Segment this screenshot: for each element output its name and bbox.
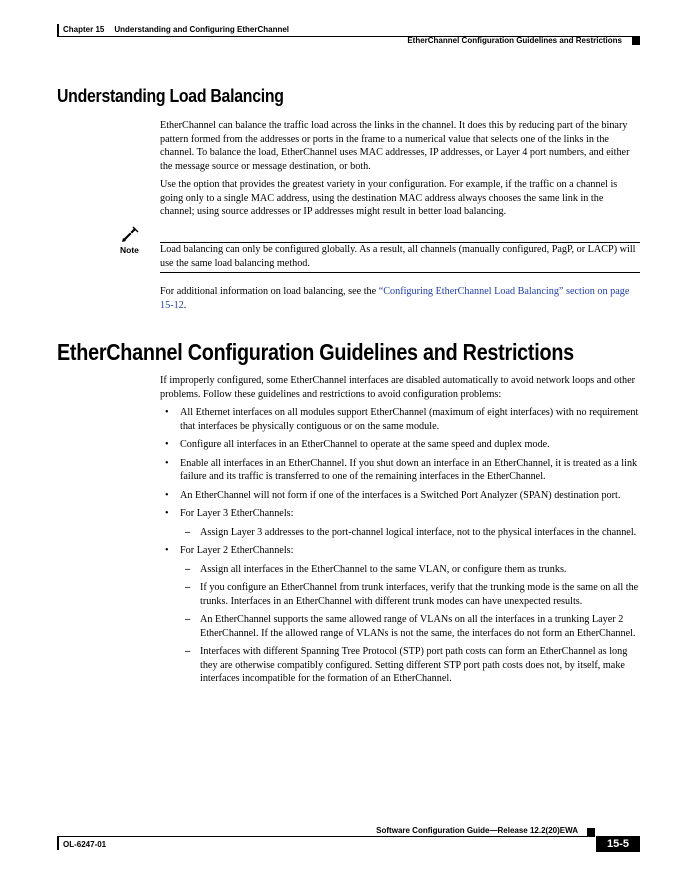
guidelines-list bbox=[160, 406, 640, 686]
additional-info-suffix: . bbox=[183, 299, 187, 311]
running-header-chapter bbox=[63, 25, 289, 34]
footer-rule bbox=[57, 836, 593, 837]
list-item: • For Layer 2 EtherChannels: – Assign all interfaces in the EtherChannel to the same VLAN, or configure them as trunks. – If you configure an EtherChannel from trunk interfaces, verify that the trunking mode is the same on all the trunks. Interfaces in an EtherChannel with different trunk modes can have unexpected results. – An EtherChannel supports the same allowed range of VLANs on all the interfaces in a trunking Layer 2 EtherChannel. If the allowed range of VLANs is not the same, the interfaces do not form an EtherChannel. – Interfaces with different Spanning Tree Protocol (STP) port path costs can form an EtherChannel as long they are otherwise compatibly configured. Setting different STP port path costs does not, by itself, make interfaces incompatible for the formation of an EtherChannel. bbox=[160, 544, 640, 686]
list-item: • For Layer 3 EtherChannels: – Assign Layer 3 addresses to the port-channel logical interface, not to the physical interfaces in the channel. bbox=[160, 507, 640, 539]
list-item: • Enable all interfaces in an EtherChannel. If you shut down an interface in an EtherChannel, it is treated as a link failure and its traffic is transferred to one of the remaining interfaces in the EtherChannel. bbox=[160, 457, 640, 484]
additional-info-paragraph bbox=[160, 285, 640, 312]
sub-list-item: – An EtherChannel supports the same allowed range of VLANs on all the interfaces in a trunking Layer 2 EtherChannel. If the allowed range of VLANs is not the same, the interfaces do not form an EtherChannel. bbox=[180, 613, 640, 640]
heading-load-balancing: Understanding Load Balancing bbox=[57, 86, 284, 106]
chapter-title: Understanding and Configuring EtherChannel bbox=[114, 25, 290, 34]
pencil-icon bbox=[121, 226, 139, 242]
paragraph: Use the option that provides the greatest variety in your configuration. For example, if the traffic on a channel is going only to a single MAC address, using the destination MAC address always chooses the same link in the channel; using source addresses or IP addresses might result in better load balancing. bbox=[160, 179, 618, 217]
sub-list-item: – Assign all interfaces in the EtherChannel to the same VLAN, or configure them as trunks. bbox=[180, 563, 640, 577]
note-rule-bottom bbox=[160, 272, 640, 273]
heading-guidelines: EtherChannel Configuration Guidelines and Restrictions bbox=[57, 339, 574, 365]
list-item: • An EtherChannel will not form if one of the interfaces is a Switched Port Analyzer (SPAN) destination port. bbox=[160, 489, 640, 503]
paragraph: EtherChannel can balance the traffic load across the links in the channel. It does this by reducing part of the binary pattern formed from the addresses or ports in the frame to a numerical value that selects one of the links in the channel. To balance the load, EtherChannel uses MAC addresses, IP addresses, or Layer 4 port numbers, and either the message source or message destination, or both. bbox=[160, 120, 630, 172]
running-header-section: EtherChannel Configuration Guidelines and Restrictions bbox=[407, 36, 622, 45]
layer2-sublist bbox=[180, 563, 640, 686]
load-balancing-crossref-link[interactable]: “Configuring EtherChannel Load Balancing” section on page 15-12 bbox=[160, 286, 630, 311]
layer3-sublist bbox=[180, 526, 640, 540]
header-right-marker bbox=[632, 36, 640, 45]
sub-list-item: – Interfaces with different Spanning Tree Protocol (STP) port path costs can form an EtherChannel as long they are otherwise compatibly configured. Setting different STP port path costs does not, by itself, make interfaces incompatible for the formation of an EtherChannel. bbox=[180, 645, 640, 686]
load-balancing-body bbox=[160, 119, 640, 219]
footer-doc-number: OL-6247-01 bbox=[63, 840, 107, 849]
page-number: 15-5 bbox=[596, 836, 640, 852]
list-item: • Configure all interfaces in an EtherChannel to operate at the same speed and duplex mode. bbox=[160, 438, 640, 452]
footer-left-bar bbox=[57, 837, 59, 850]
guidelines-intro: If improperly configured, some EtherChannel interfaces are disabled automatically to avoid network loops and other problems. Follow these guidelines and restrictions to avoid configuration problems: bbox=[160, 375, 635, 400]
sub-list-item: – If you configure an EtherChannel from trunk interfaces, verify that the trunking mode is the same on all the trunks. Interfaces in an EtherChannel with different trunk modes can have unexpected results. bbox=[180, 581, 640, 608]
guidelines-body bbox=[160, 374, 640, 691]
additional-info-prefix: For additional information on load balancing, see the bbox=[160, 286, 379, 297]
chapter-number: Chapter 15 bbox=[63, 25, 105, 34]
footer-guide-title: Software Configuration Guide—Release 12.2(20)EWA bbox=[376, 826, 578, 835]
sub-list-item: – Assign Layer 3 addresses to the port-channel logical interface, not to the physical interfaces in the channel. bbox=[180, 526, 640, 540]
list-item: • All Ethernet interfaces on all modules support EtherChannel (maximum of eight interfaces) with no requirement that interfaces be physically contiguous or on the same module. bbox=[160, 406, 640, 433]
note-label: Note bbox=[120, 245, 139, 255]
note-text: Load balancing can only be configured globally. As a result, all channels (manually configured, PagP, or LACP) will use the same load balancing method. bbox=[160, 244, 636, 269]
